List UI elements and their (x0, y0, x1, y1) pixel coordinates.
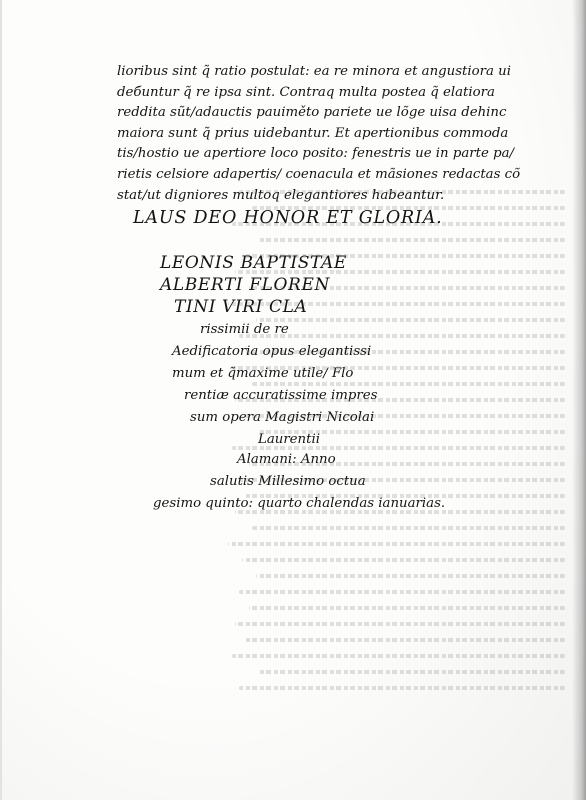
text-line: tis/hostio ue apertiore loco posito: fenestris ue in parte pa/ (117, 146, 514, 162)
colophon-line: rissimii de re (200, 322, 289, 337)
text-line: stat/ut digniores multoq elegantiores habeantur. (117, 187, 445, 203)
colophon-line: sum opera Magistri Nicolai (190, 410, 375, 425)
page-right-shadow (572, 0, 586, 800)
colophon-line: salutis Millesimo octua (210, 474, 366, 489)
text-line: reddita sũt/adauctis pauiměto pariete ue lõge uisa dehinc (117, 105, 507, 121)
colophon-line: Laurentii (258, 432, 320, 447)
colophon-line: Alamani: Anno (237, 452, 336, 467)
page-left-edge (0, 0, 2, 800)
body-paragraph (117, 62, 521, 206)
colophon-line: ALBERTI FLOREN (160, 275, 330, 295)
colophon-line: Aedificatoria opus elegantissi (172, 344, 372, 359)
text-line: deбuntur q̃ re ipsa sint. Contraq multa postea q̃ elatiora (117, 84, 495, 100)
colophon-line: LEONIS BAPTISTAE (160, 253, 347, 273)
colophon-line: gesimo quinto: quarto chalendas ianuarias. (153, 496, 446, 511)
colophon-line: rentiæ accuratissime impres (184, 388, 378, 403)
text-line: rietis celsiore adapertis/ coenacula et mãsiones redactas cõ (117, 166, 521, 182)
colophon-line: mum et q̃maxime utile/ Flo (172, 366, 354, 381)
text-line: maiora sunt q̃ prius uidebantur. Et apertionibus commoda (117, 125, 509, 141)
text-line: lioribus sint q̃ ratio postulat: ea re minora et angustiora ui (117, 64, 511, 79)
colophon-line: TINI VIRI CLA (174, 297, 308, 317)
laus-heading: LAUS DEO HONOR ET GLORIA. (133, 208, 443, 228)
